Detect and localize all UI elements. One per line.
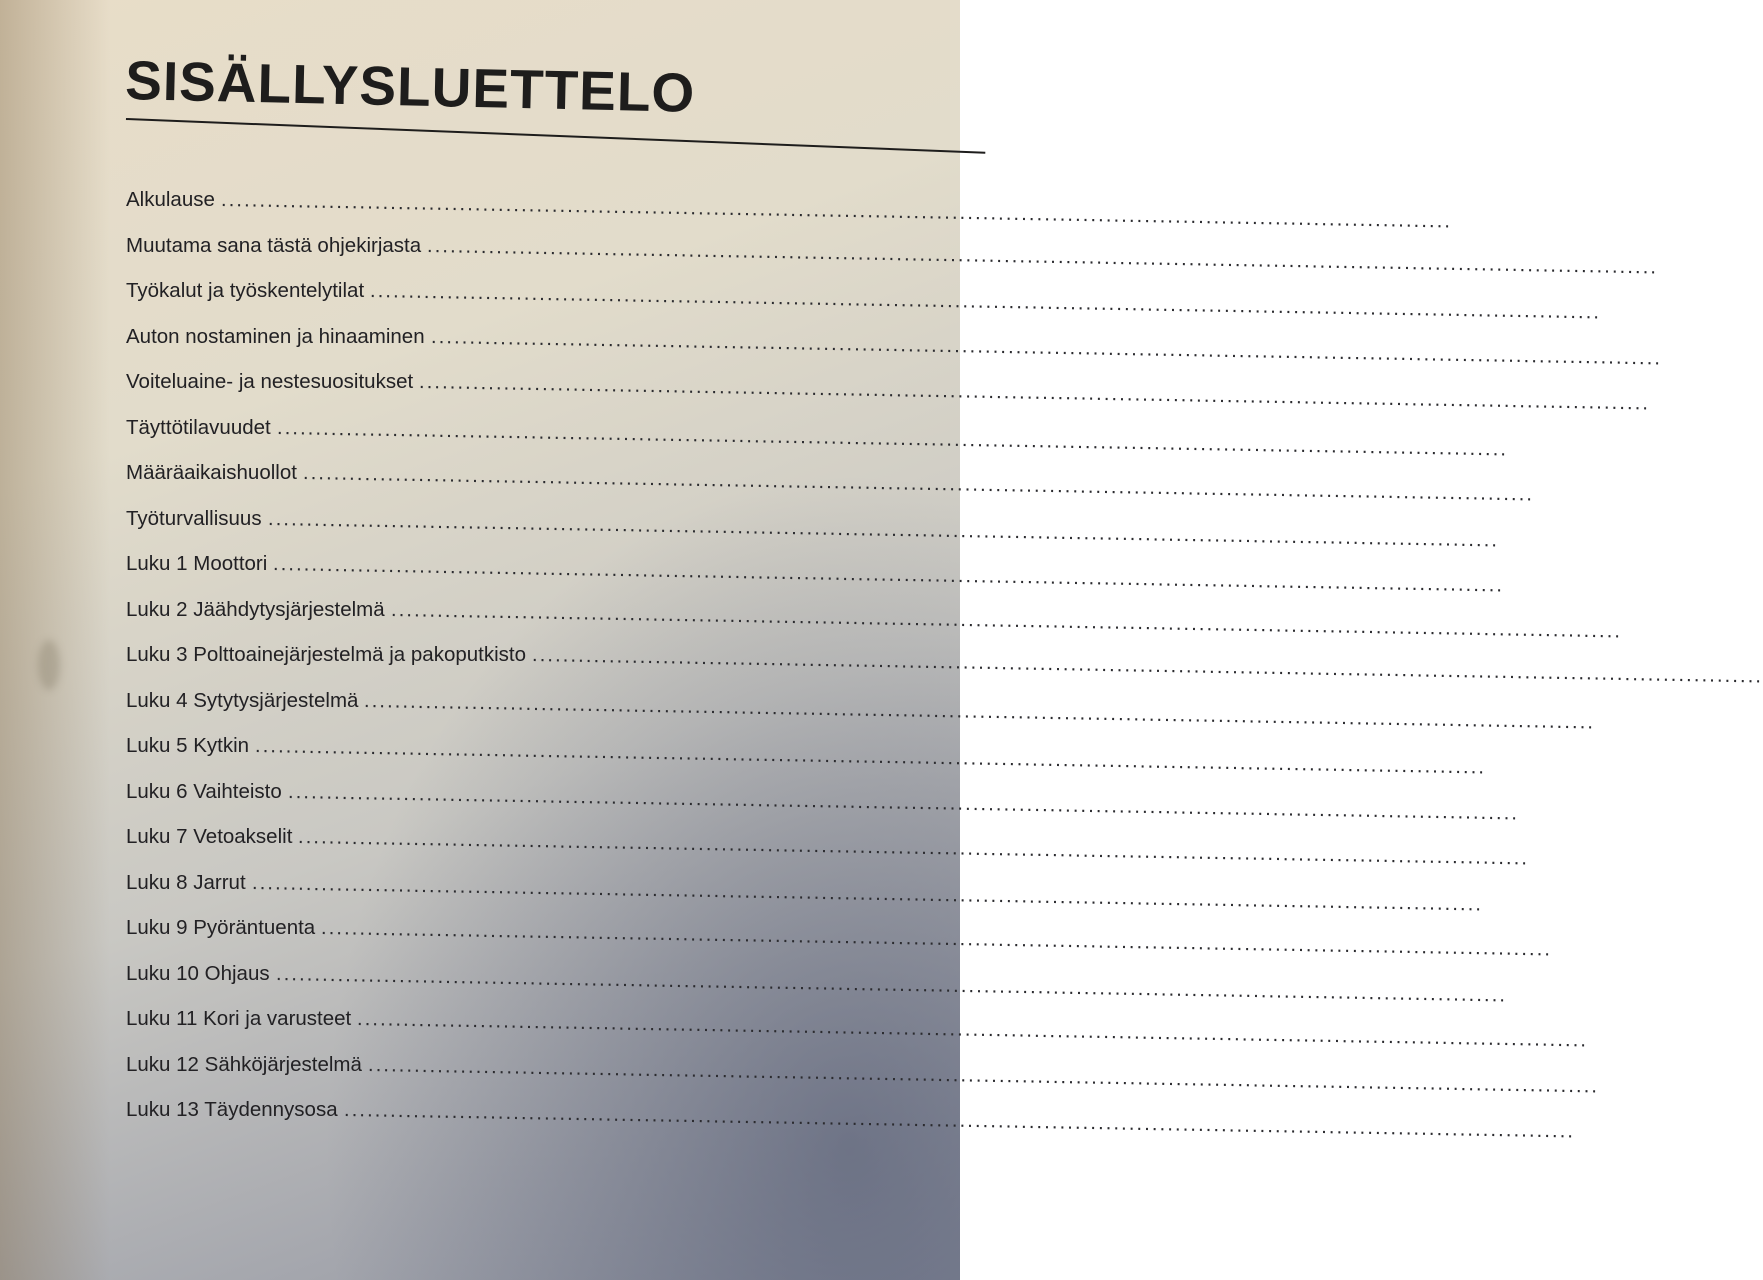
toc-entry-label: Luku 7 Vetoakselit bbox=[126, 825, 293, 848]
toc-leader-dots: ................................................................................................................................................................ bbox=[321, 916, 1553, 961]
toc-entry-label: Voiteluaine- ja nestesuositukset bbox=[126, 370, 414, 393]
toc-entry-luku-4 bbox=[126, 688, 1596, 735]
toc-entry-label: Luku 5 Kytkin bbox=[126, 734, 250, 757]
toc-leader-dots: ................................................................................................................................................................ bbox=[251, 870, 1483, 915]
toc-entry-luku-6 bbox=[126, 779, 1520, 826]
toc-entry-luku-9 bbox=[126, 916, 1553, 962]
toc-entry-luku-1 bbox=[126, 552, 1505, 598]
toc-leader-dots: ................................................................................................................................................................ bbox=[267, 506, 1499, 551]
toc-entry-luku-11 bbox=[126, 1007, 1589, 1053]
toc-entry-label: Luku 8 Jarrut bbox=[126, 870, 246, 894]
page-title: SISÄLLYSLUETTELO bbox=[124, 48, 696, 124]
toc-entry-luku-8 bbox=[126, 870, 1483, 917]
toc-entry-label: Alkulause bbox=[126, 188, 215, 211]
toc-entry-luku-2 bbox=[126, 597, 1622, 644]
toc-leader-dots: ................................................................................................................................................................ bbox=[426, 233, 1659, 278]
toc-entry-label: Työturvallisuus bbox=[126, 506, 262, 530]
toc-leader-dots: ................................................................................................................................................................ bbox=[364, 688, 1596, 733]
toc-leader-dots: ................................................................................................................................................................ bbox=[343, 1098, 1575, 1143]
toc-entry-luku-13 bbox=[126, 1098, 1575, 1144]
toc-entry-label: Täyttötilavuudet bbox=[126, 415, 271, 439]
toc-entry-luku-5 bbox=[126, 734, 1487, 780]
toc-leader-dots: ................................................................................................................................................................ bbox=[367, 1052, 1600, 1097]
toc-entry-tyokalut bbox=[126, 279, 1602, 325]
toc-entry-label: Luku 13 Täydennysosa bbox=[126, 1098, 338, 1121]
toc-entry-luku-7 bbox=[126, 825, 1530, 871]
toc-entry-label: Muutama sana tästä ohjekirjasta bbox=[126, 233, 422, 257]
toc-leader-dots: ................................................................................................................................................................ bbox=[430, 324, 1662, 369]
toc-entry-label: Auton nostaminen ja hinaaminen bbox=[126, 324, 425, 348]
toc-entry-label: Luku 9 Pyöräntuenta bbox=[126, 916, 316, 939]
toc-entry-label: Luku 1 Moottori bbox=[126, 552, 268, 575]
toc-entry-voiteluaine bbox=[126, 370, 1651, 416]
toc-entry-luku-10 bbox=[126, 961, 1507, 1008]
title-underline bbox=[126, 118, 985, 154]
table-of-contents bbox=[126, 188, 1763, 1144]
page-smudge bbox=[38, 640, 60, 690]
toc-entry-label: Luku 4 Sytytysjärjestelmä bbox=[126, 688, 359, 712]
toc-entry-auton-nostaminen bbox=[126, 324, 1662, 371]
toc-entry-muutama-sana bbox=[126, 233, 1659, 280]
toc-leader-dots: ................................................................................................................................................................ bbox=[302, 461, 1535, 506]
toc-entry-luku-3 bbox=[126, 643, 1763, 689]
toc-entry-label: Luku 11 Kori ja varusteet bbox=[126, 1007, 352, 1030]
toc-leader-dots: ................................................................................................................................................................ bbox=[276, 415, 1509, 460]
toc-entry-tyoturvallisuus bbox=[126, 506, 1499, 553]
page-edge-shadow bbox=[0, 0, 110, 1280]
toc-entry-label: Luku 3 Polttoainejärjestelmä ja pakoputkisto bbox=[126, 643, 526, 666]
toc-leader-dots: ................................................................................................................................................................ bbox=[275, 961, 1507, 1006]
toc-leader-dots: ................................................................................................................................................................ bbox=[273, 552, 1505, 597]
toc-entry-maaraaikaishuollot bbox=[126, 461, 1535, 507]
toc-entry-luku-12 bbox=[126, 1052, 1600, 1099]
toc-leader-dots: ................................................................................................................................................................ bbox=[357, 1007, 1589, 1052]
toc-entry-tayttotilavuudet bbox=[126, 415, 1509, 462]
toc-leader-dots: ................................................................................................................................................................ bbox=[287, 779, 1520, 824]
toc-leader-dots: ................................................................................................................................................................ bbox=[254, 734, 1487, 779]
toc-leader-dots: ................................................................................................................................................................ bbox=[531, 643, 1763, 688]
toc-entry-alkulause bbox=[126, 188, 1453, 234]
toc-entry-label: Luku 6 Vaihteisto bbox=[126, 779, 282, 803]
toc-entry-label: Luku 10 Ohjaus bbox=[126, 961, 270, 985]
toc-leader-dots: ................................................................................................................................................................ bbox=[220, 188, 1453, 233]
toc-leader-dots: ................................................................................................................................................................ bbox=[369, 279, 1602, 324]
toc-leader-dots: ................................................................................................................................................................ bbox=[298, 825, 1530, 870]
toc-leader-dots: ................................................................................................................................................................ bbox=[390, 597, 1622, 642]
toc-entry-label: Luku 2 Jäähdytysjärjestelmä bbox=[126, 597, 385, 621]
toc-entry-label: Työkalut ja työskentelytilat bbox=[126, 279, 365, 302]
toc-leader-dots: ................................................................................................................................................................ bbox=[418, 370, 1651, 415]
toc-entry-label: Luku 12 Sähköjärjestelmä bbox=[126, 1052, 362, 1076]
toc-entry-label: Määräaikaishuollot bbox=[126, 461, 297, 484]
